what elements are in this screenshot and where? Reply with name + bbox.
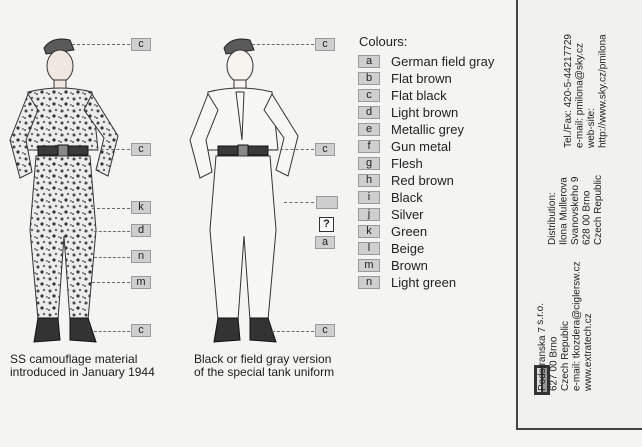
camouflage-soldier-illustration [0,0,180,360]
legend-code: g [358,157,380,170]
phone-line: http://www.sky.cz/pmilona [597,34,609,148]
callout-cap-tag: c [131,38,151,51]
legend-item [358,87,494,104]
legend-name: Light brown [391,105,459,120]
legend-name: Beige [391,241,425,256]
phone-line: e-mail: pmilona@sky.cz [574,43,586,148]
legend-name: Black [391,190,423,205]
caption-line: of the special tank uniform [194,365,335,379]
legend-item [358,223,494,240]
legend-item [358,104,494,121]
callout-camo-brown-tag: m [131,276,151,289]
legend-name: Light green [391,275,457,290]
legend-name: Silver [391,207,424,222]
callout-belt-tag: c [131,143,151,156]
legend-item [358,172,494,189]
leader-line [272,331,314,332]
legend-item [358,70,494,87]
camouflage-caption [10,353,155,379]
address-line: e-mail: tkozdera@ciglersw.cz [571,261,583,391]
callout-boots-tag: c [131,324,151,337]
phone-block [563,8,609,148]
legend-code: f [358,140,380,153]
leader-line [92,282,130,283]
legend-code: m [358,259,380,272]
legend-item [358,121,494,138]
legend-code: a [358,55,380,68]
distribution-line: Distribution: [547,192,558,245]
legend-code: h [358,174,380,187]
legend-item [358,155,494,172]
legend-name: Green [391,224,428,239]
callout-camo-green-tag: k [131,201,151,214]
phone-line: Tel./Fax: 420-5-44217729 [563,34,574,148]
legend-name: Flat black [391,88,447,103]
leader-line [270,149,314,150]
address-line: Podstranska 7 [537,327,548,391]
distribution-line: Svanovskeho 9 [570,176,581,245]
distribution-line: Ilona Mullerova [558,177,570,245]
distribution-block [547,170,605,245]
legend-name: Flesh [391,156,423,171]
address-block [537,241,595,391]
legend-item [358,138,494,155]
leader-line [284,202,314,203]
colour-legend [358,53,494,291]
tank-uniform-soldier-illustration [180,0,330,360]
legend-name: German field gray [391,54,495,69]
phone-line: web-site: [586,107,597,148]
legend-item [358,189,494,206]
address-line: Czech Republic [560,320,571,391]
caption-line: Black or field gray version [194,352,332,366]
leader-line [94,231,130,232]
legend-code: l [358,242,380,255]
legend-code: n [358,276,380,289]
tank-uniform-figure [180,0,330,360]
distribution-line: Czech Republic [593,174,604,245]
legend-code: k [358,225,380,238]
caption-line: SS camouflage material [10,352,138,366]
callout-field-gray-tag: a [315,236,335,249]
leader-line [252,44,314,45]
callout-cap-tag: c [315,38,335,51]
legend-code: d [358,106,380,119]
legend-name: Brown [391,258,428,273]
callout-camo-lightgreen-tag: n [131,250,151,263]
caption-line: introduced in January 1944 [10,365,155,379]
address-line: 627 00 Brno [548,336,560,391]
legend-name: Gun metal [391,139,451,154]
leader-line [92,208,130,209]
company-suffix-text: s.r.o. [535,303,546,325]
unknown-colour-mark: ? [319,217,334,232]
distribution-line: 628 00 Brno [581,190,593,245]
tank-uniform-caption [194,353,334,379]
legend-code: i [358,191,380,204]
legend-title: Colours: [359,34,408,49]
legend-code: b [358,72,380,85]
legend-name: Red brown [391,173,454,188]
callout-boots-tag: c [315,324,335,337]
legend-item [358,53,494,70]
legend-name: Metallic grey [391,122,464,137]
legend-code: c [358,89,380,102]
legend-item [358,206,494,223]
leader-line [72,44,130,45]
legend-code: j [358,208,380,221]
legend-name: Flat brown [391,71,452,86]
callout-camo-lightbrown-tag: d [131,224,151,237]
legend-item [358,257,494,274]
callout-belt-tag: c [315,143,335,156]
legend-item [358,240,494,257]
unknown-colour-swatch [316,196,338,209]
camouflage-uniform-figure [0,0,180,360]
legend-item [358,274,494,291]
legend-code: e [358,123,380,136]
leader-line [94,331,130,332]
leader-line [94,257,130,258]
address-line: www.extratech.cz [583,313,594,391]
leader-line [90,149,130,150]
